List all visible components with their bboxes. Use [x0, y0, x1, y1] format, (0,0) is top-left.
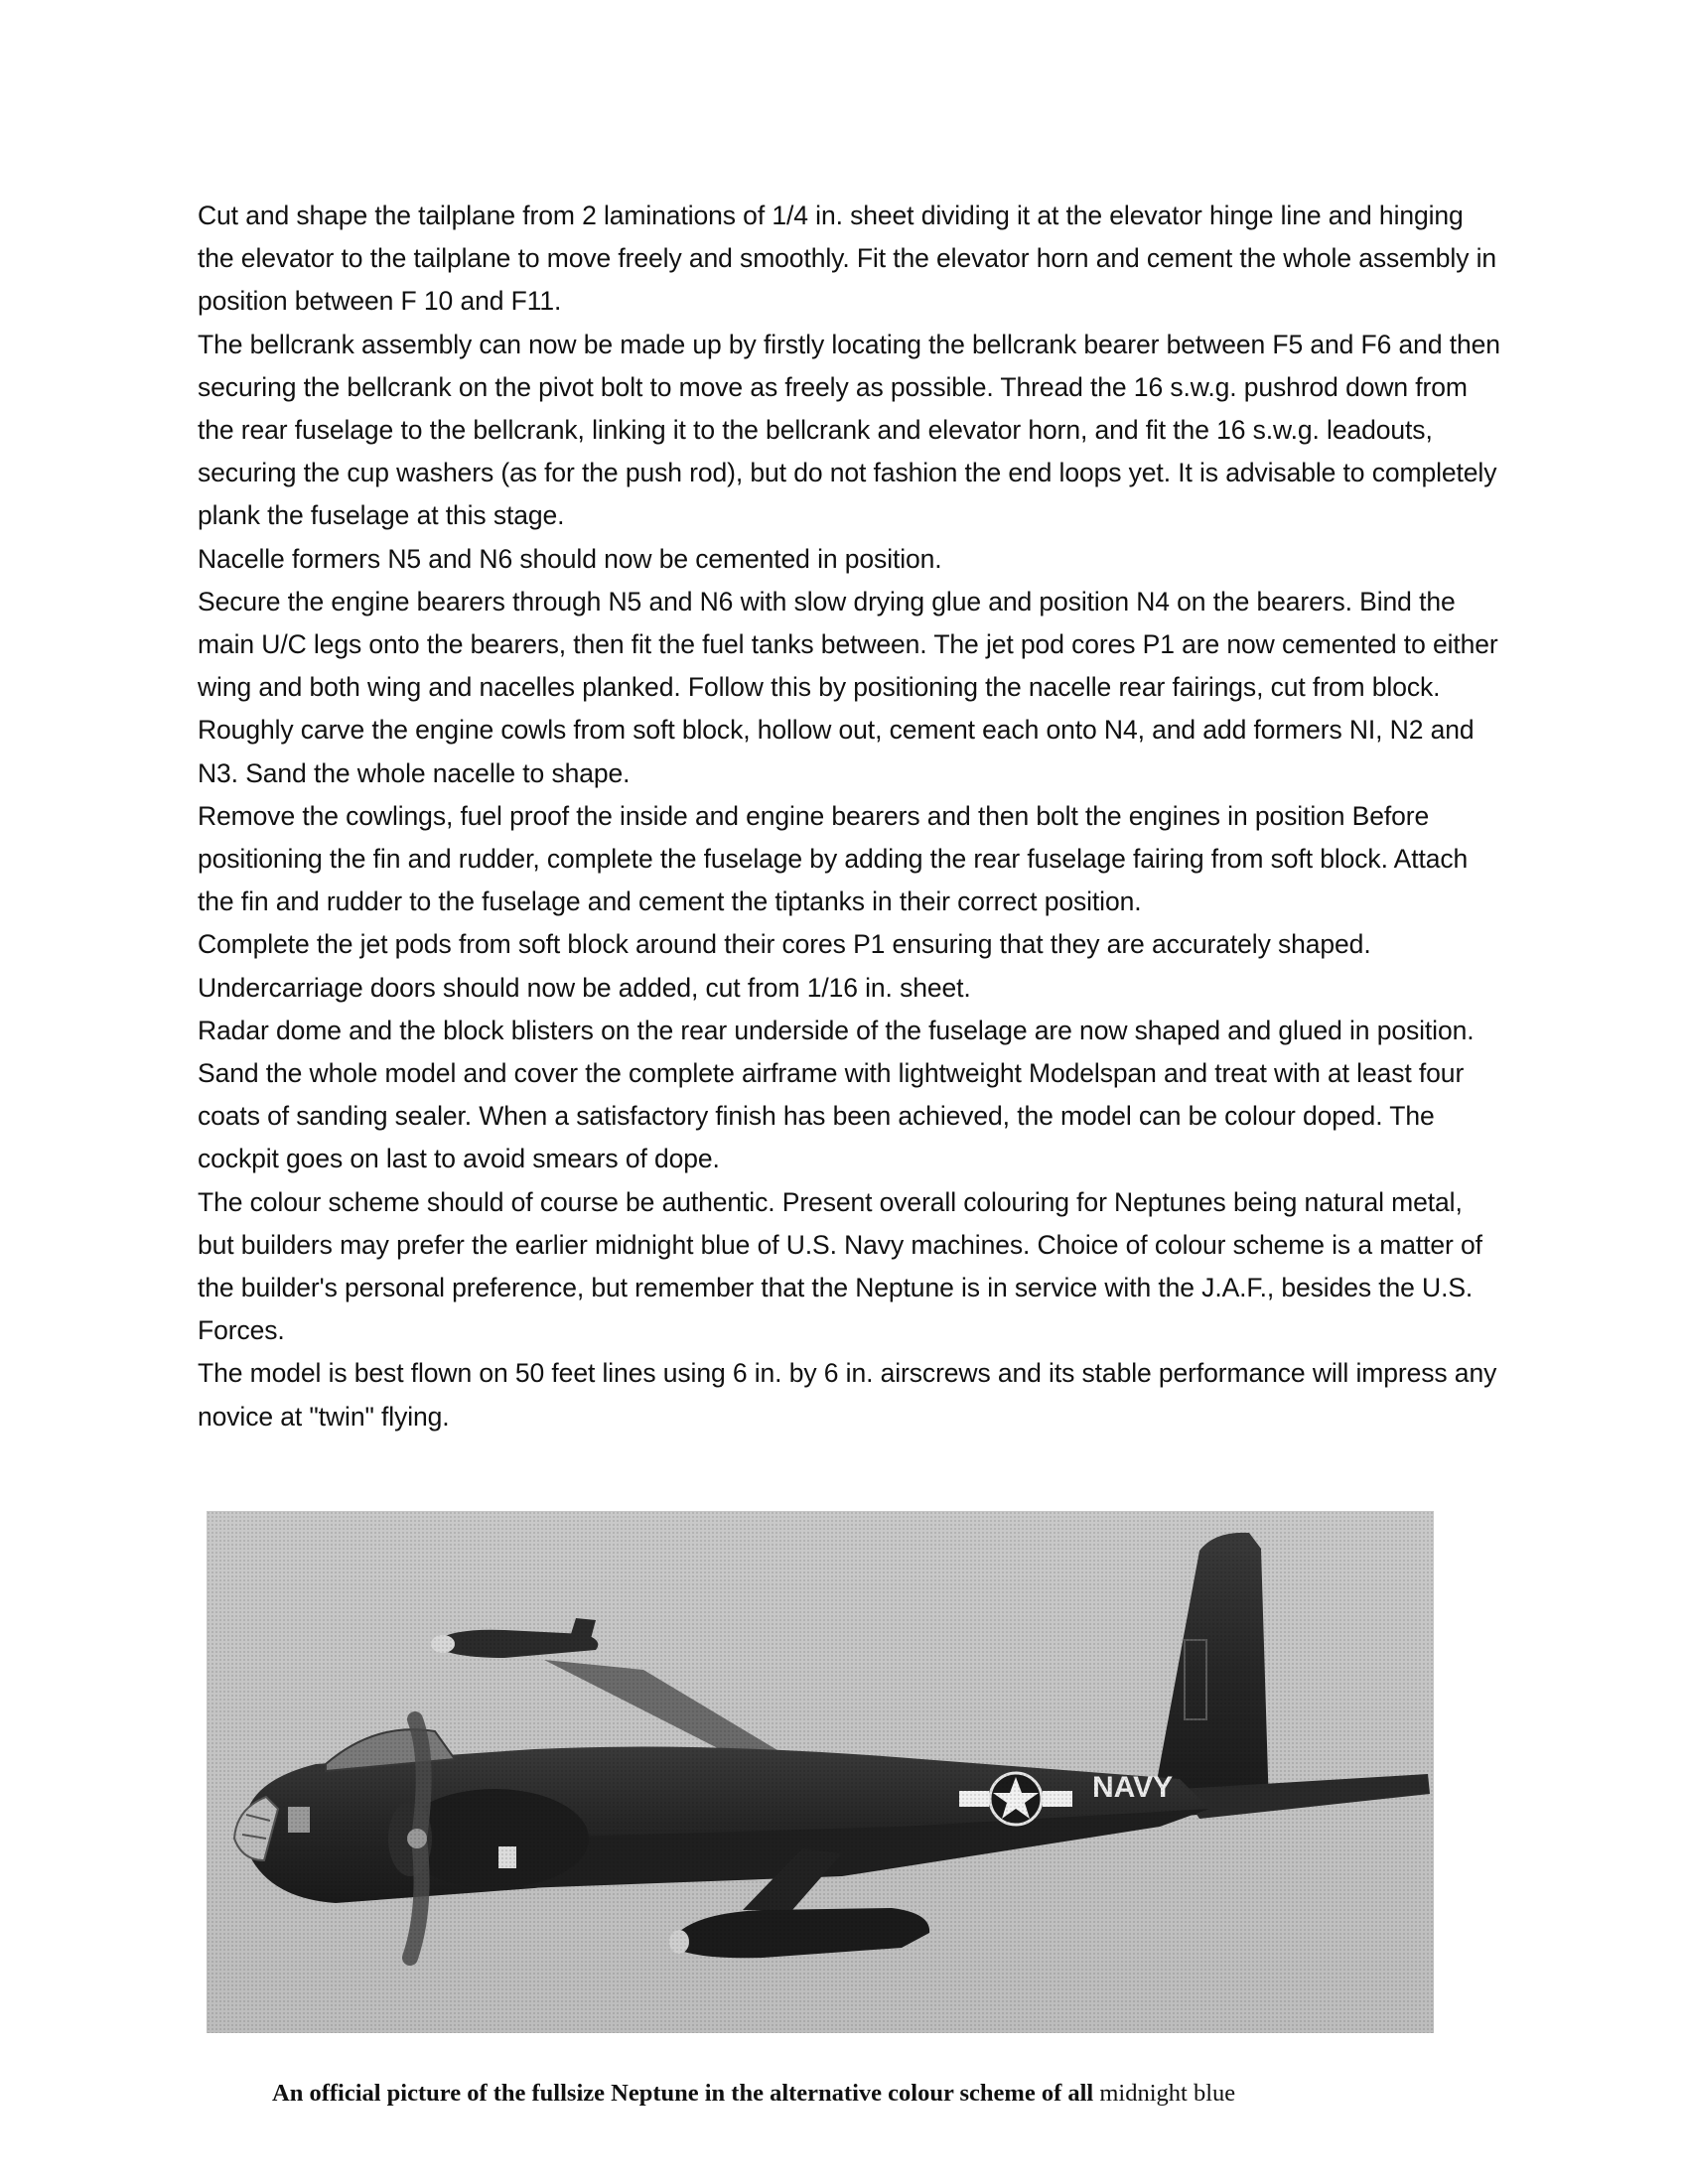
paragraph-nacelle-formers: Nacelle formers N5 and N6 should now be cemented in position.	[198, 543, 942, 574]
paragraph-radar-dome: Radar dome and the block blisters on the rear underside of the fuselage are now shaped and glued in position. Sand the whole model and cover the complete airframe with lightweight Modelspan and treat with at least four coats of sanding sealer. When a satisfactory finish has been achieved, the model can be colour doped. The cockpit goes on last to avoid smears of dope.	[198, 1015, 1475, 1174]
photo-caption	[272, 2079, 1464, 2109]
neptune-photo-drawing	[207, 1511, 1434, 2033]
paragraph-colour-scheme: The colour scheme should of course be authentic. Present overall colouring for Neptunes being natural metal, but builders may prefer the earlier midnight blue of U.S. Navy machines. Choice of colour scheme is a matter of the builder's personal preference, but remember that the Neptune is in service with the J.A.F., besides the U.S. Forces.	[198, 1186, 1482, 1346]
neptune-photo	[207, 1511, 1434, 2033]
paragraph-flying: The model is best flown on 50 feet lines using 6 in. by 6 in. airscrews and its stable performance will impress any novice at "twin" flying.	[198, 1358, 1497, 1432]
caption-normal-text: midnight blue	[1099, 2080, 1236, 2107]
halftone-overlay	[207, 1511, 1434, 2033]
paragraph-tailplane: Cut and shape the tailplane from 2 laminations of 1/4 in. sheet dividing it at the elevator hinge line and hinging the elevator to the tailplane to move freely and smoothly. Fit the elevator horn and cement the whole assembly in position between F 10 and F11.	[198, 201, 1497, 317]
paragraph-undercarriage-doors: Undercarriage doors should now be added, cut from 1/16 in. sheet.	[198, 972, 971, 1003]
paragraph-bellcrank: The bellcrank assembly can now be made up by firstly locating the bellcrank bearer between F5 and F6 and then securing the bellcrank on the pivot bolt to move as freely as possible. Thread the 16 s.w.g. pushrod down from the rear fuselage to the bellcrank, linking it to the bellcrank and elevator horn, and fit the 16 s.w.g. leadouts, securing the cup washers (as for the push rod), but do not fashion the end loops yet. It is advisable to completely plank the fuselage at this stage.	[198, 329, 1500, 531]
article-body	[198, 195, 1500, 1438]
paragraph-engine-cowls: Roughly carve the engine cowls from soft block, hollow out, cement each onto N4, and add formers NI, N2 and N3. Sand the whole nacelle to shape.	[198, 715, 1475, 788]
paragraph-engine-bearers: Secure the engine bearers through N5 and N6 with slow drying glue and position N4 on the bearers. Bind the main U/C legs onto the bearers, then fit the fuel tanks between. The jet pod cores P1 are now cemented to either wing and both wing and nacelles planked. Follow this by positioning the nacelle rear fairings, cut from block.	[198, 586, 1498, 703]
paragraph-jet-pods: Complete the jet pods from soft block around their cores P1 ensuring that they are accurately shaped.	[198, 929, 1371, 960]
caption-bold-text: An official picture of the fullsize Neptune in the alternative colour scheme of all	[272, 2080, 1094, 2107]
paragraph-fin-rudder: Remove the cowlings, fuel proof the inside and engine bearers and then bolt the engines in position Before positioning the fin and rudder, complete the fuselage by adding the rear fuselage fairing from soft block. Attach the fin and rudder to the fuselage and cement the tiptanks in their correct position.	[198, 800, 1469, 917]
